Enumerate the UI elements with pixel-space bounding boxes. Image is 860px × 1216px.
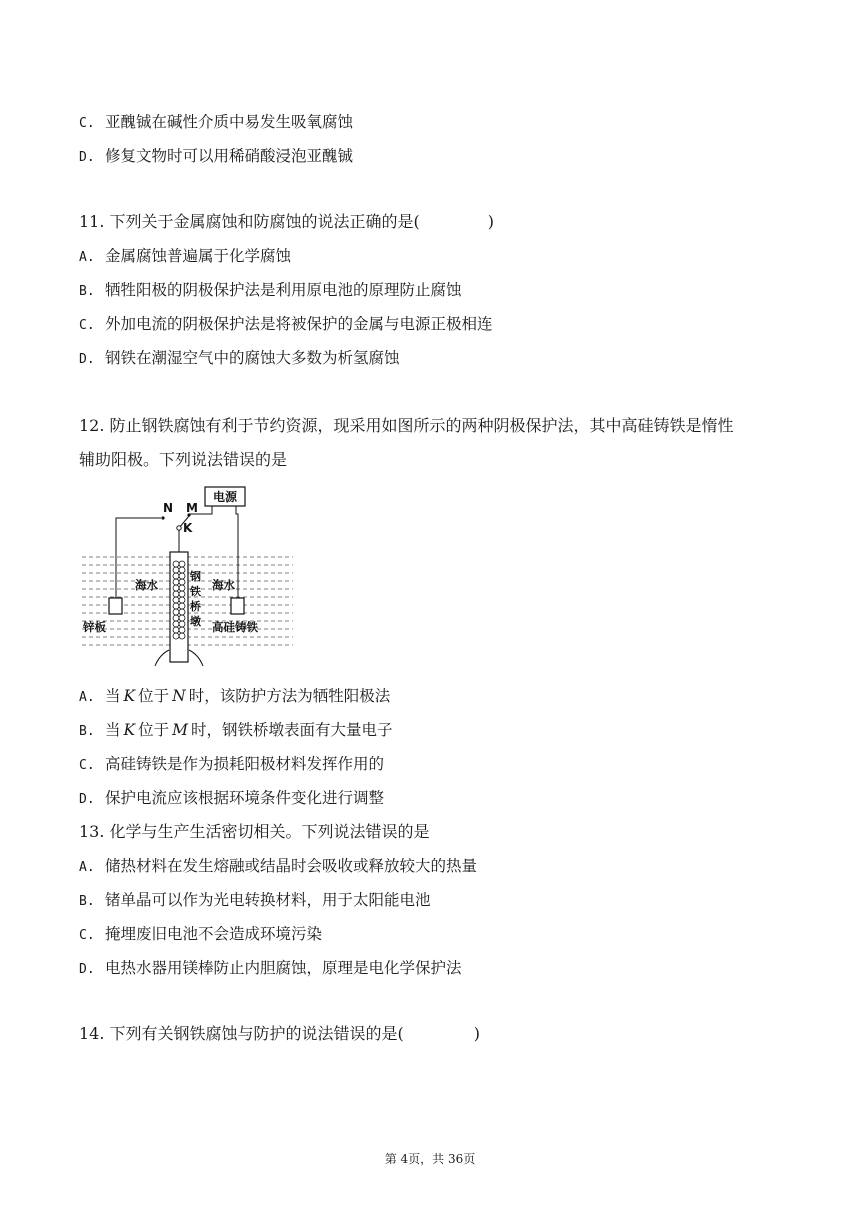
label-pier-4: 墩 <box>190 615 201 628</box>
label-pier-3: 桥 <box>190 600 201 613</box>
label-pier-1: 钢 <box>190 570 201 583</box>
q12-option-c: C. 高硅铸铁是作为损耗阳极材料发挥作用的 <box>79 755 385 773</box>
q13-option-a: A. 储热材料在发生熔融或结晶时会吸收或释放较大的热量 <box>79 857 478 875</box>
label-m: M <box>186 501 198 515</box>
q10-option-c: C. 亚醜铖在碱性介质中易发生吸氧腐蚀 <box>79 113 354 131</box>
contact-n <box>161 516 164 519</box>
label-k: K <box>183 521 193 535</box>
page-footer: 第 4页，共 36页 <box>384 1152 476 1166</box>
q12-option-b: B. 当 K 位于 M 时，钢铁桥墩表面有大量电子 <box>79 721 393 739</box>
label-n: N <box>163 501 174 515</box>
zinc-plate <box>109 598 122 614</box>
q12-stem-line2: 辅助阳极。下列说法错误的是 <box>79 450 288 469</box>
q12-option-d: D. 保护电流应该根据环境条件变化进行调整 <box>79 789 385 807</box>
q13-stem: 13. 化学与生产生活密切相关。下列说法错误的是 <box>79 822 430 841</box>
q12-option-a: A. 当 K 位于 N 时，该防护方法为牺牲阳极法 <box>79 687 391 705</box>
power-source-label: 电源 <box>212 490 238 504</box>
q13-option-d: D. 电热水器用镁棒防止内胆腐蚀，原理是电化学保护法 <box>79 959 462 977</box>
q11-stem: 11. 下列关于金属腐蚀和防腐蚀的说法正确的是( ) <box>79 212 495 231</box>
q11-option-b: B. 牺牲阳极的阴极保护法是利用原电池的原理防止腐蚀 <box>79 281 462 299</box>
label-seawater-right: 海水 <box>212 578 235 592</box>
label-pier-2: 铁 <box>190 585 201 598</box>
switch-pivot <box>177 526 181 530</box>
q13-option-b: B. 锗单晶可以作为光电转换材料，用于太阳能电池 <box>79 891 431 909</box>
q11-option-a: A. 金属腐蚀普遍属于化学腐蚀 <box>79 247 292 265</box>
label-seawater-left: 海水 <box>135 578 158 592</box>
q14-stem: 14. 下列有关钢铁腐蚀与防护的说法错误的是( ) <box>79 1024 481 1043</box>
q12-stem-line1: 12. 防止钢铁腐蚀有利于节约资源，现采用如图所示的两种阴极保护法，其中高硅铸铁是惰性 <box>79 416 734 435</box>
q10-option-d: D. 修复文物时可以用稀硝酸浸泡亚醜铖 <box>79 147 354 165</box>
silicon-iron-anode <box>231 598 244 614</box>
ground-right <box>189 650 203 666</box>
label-zinc-plate: 锌板 <box>83 620 106 634</box>
q13-option-c: C. 掩埋废旧电池不会造成环境污染 <box>79 925 323 943</box>
q11-option-c: C. 外加电流的阴极保护法是将被保护的金属与电源正极相连 <box>79 315 493 333</box>
label-silicon-iron: 高硅铸铁 <box>212 620 258 634</box>
ground-left <box>155 650 169 666</box>
q11-option-d: D. 钢铁在潮湿空气中的腐蚀大多数为析氢腐蚀 <box>79 349 400 367</box>
cathodic-protection-figure <box>79 484 295 674</box>
